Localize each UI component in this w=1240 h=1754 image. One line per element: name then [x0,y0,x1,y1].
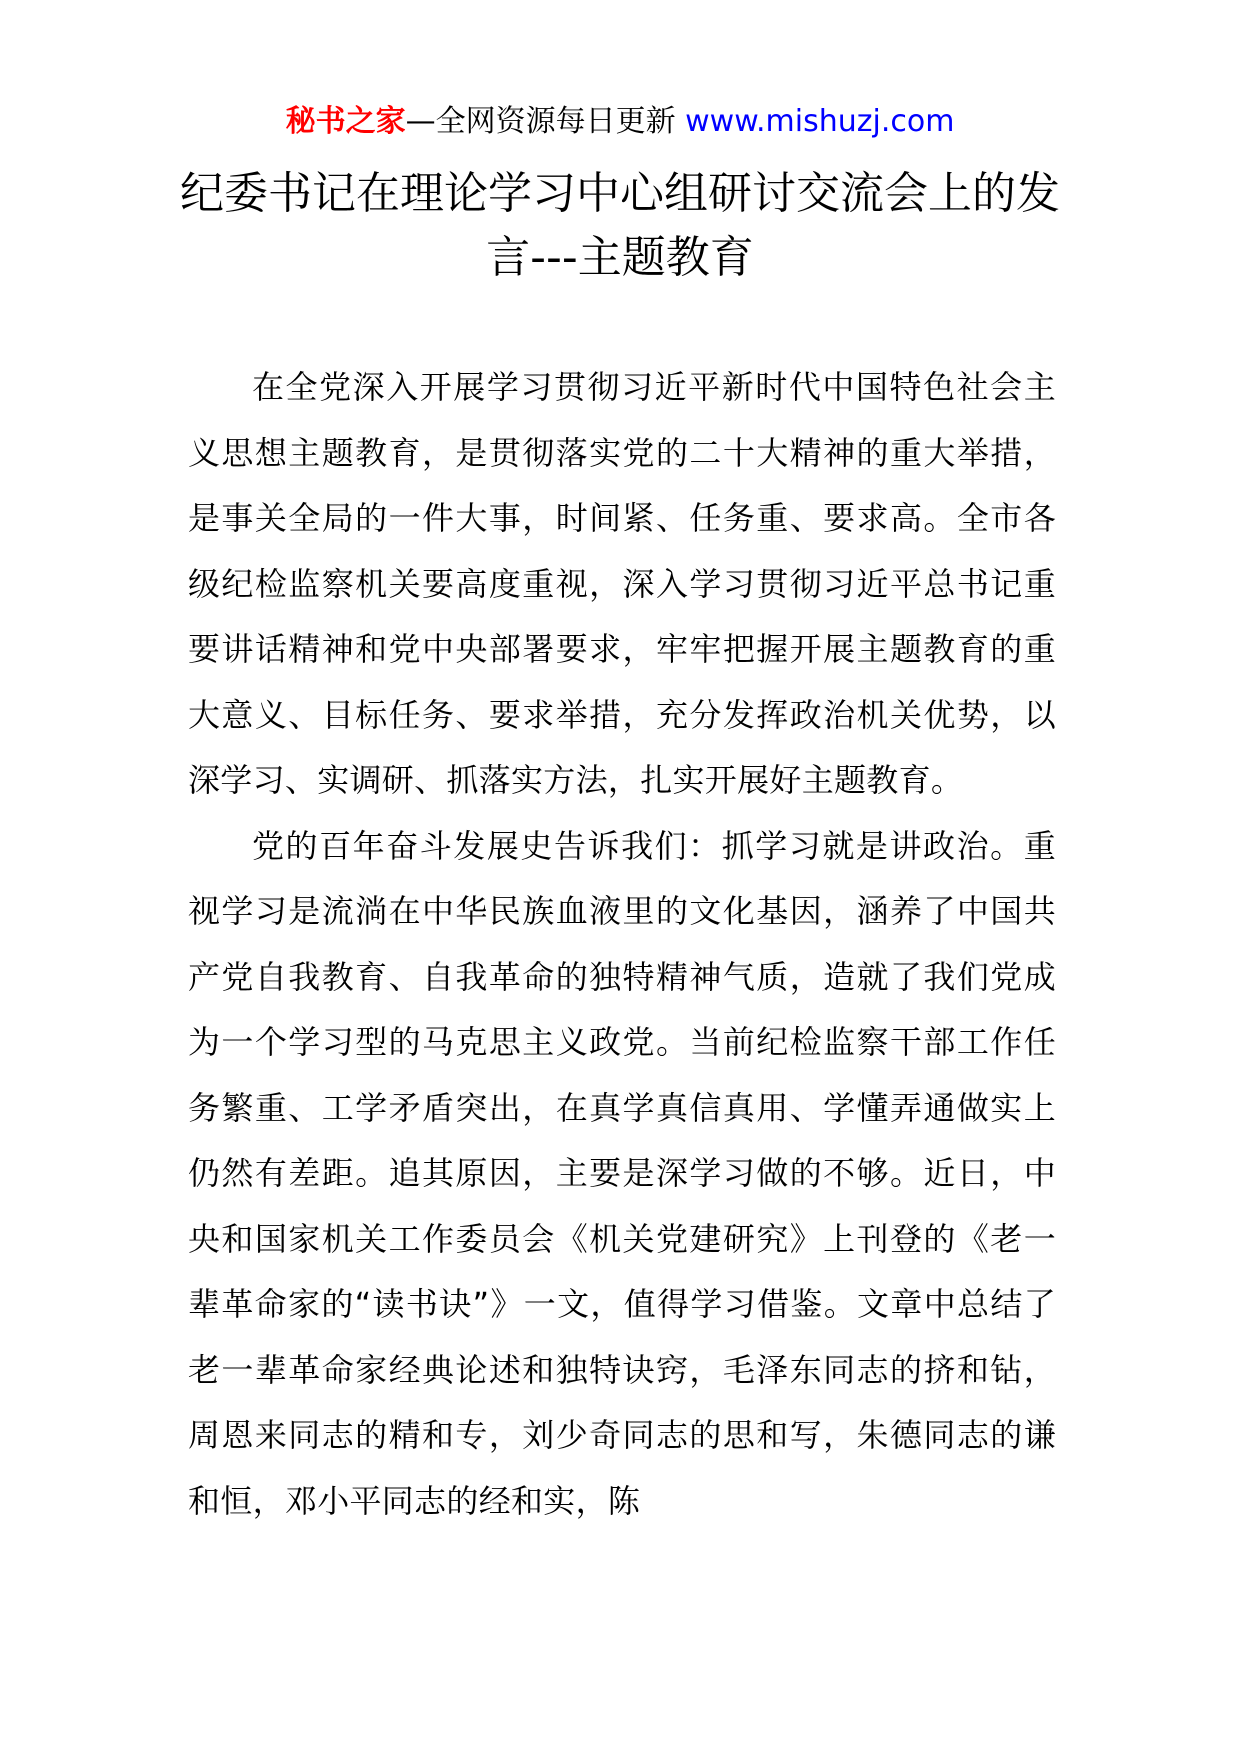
document-title: 纪委书记在理论学习中心组研讨交流会上的发言---主题教育 [180,168,1060,283]
site-brand: 秘书之家 [285,104,406,139]
document-body [188,355,1056,1534]
site-tagline: —全网资源每日更新 [405,104,686,139]
paragraph: 在全党深入开展学习贯彻习近平新时代中国特色社会主义思想主题教育，是贯彻落实党的二十大精神的重大举措，是事关全局的一件大事，时间紧、任务重、要求高。全市各级纪检监察机关要高度重视，深入学习贯彻习近平总书记重要讲话精神和党中央部署要求，牢牢把握开展主题教育的重大意义、目标任务、要求举措，充分发挥政治机关优势，以深学习、实调研、抓落实方法，扎实开展好主题教育。 [188,368,1056,799]
paragraph: 党的百年奋斗发展史告诉我们：抓学习就是讲政治。重视学习是流淌在中华民族血液里的文化基因，涵养了中国共产党自我教育、自我革命的独特精神气质，造就了我们党成为一个学习型的马克思主义政党。当前纪检监察干部工作任务繁重、工学矛盾突出，在真学真信真用、学懂弄通做实上仍然有差距。追其原因，主要是深学习做的不够。近日，中央和国家机关工作委员会《机关党建研究》上刊登的《老一辈革命家的“读书诀”》一文，值得学习借鉴。文章中总结了老一辈革命家经典论述和独特诀窍，毛泽东同志的挤和钻，周恩来同志的精和专，刘少奇同志的思和写，朱德同志的谦和恒，邓小平同志的经和实，陈 [188,826,1056,1520]
site-url[interactable]: www.mishuzj.com [685,104,955,139]
site-header [0,100,1240,144]
